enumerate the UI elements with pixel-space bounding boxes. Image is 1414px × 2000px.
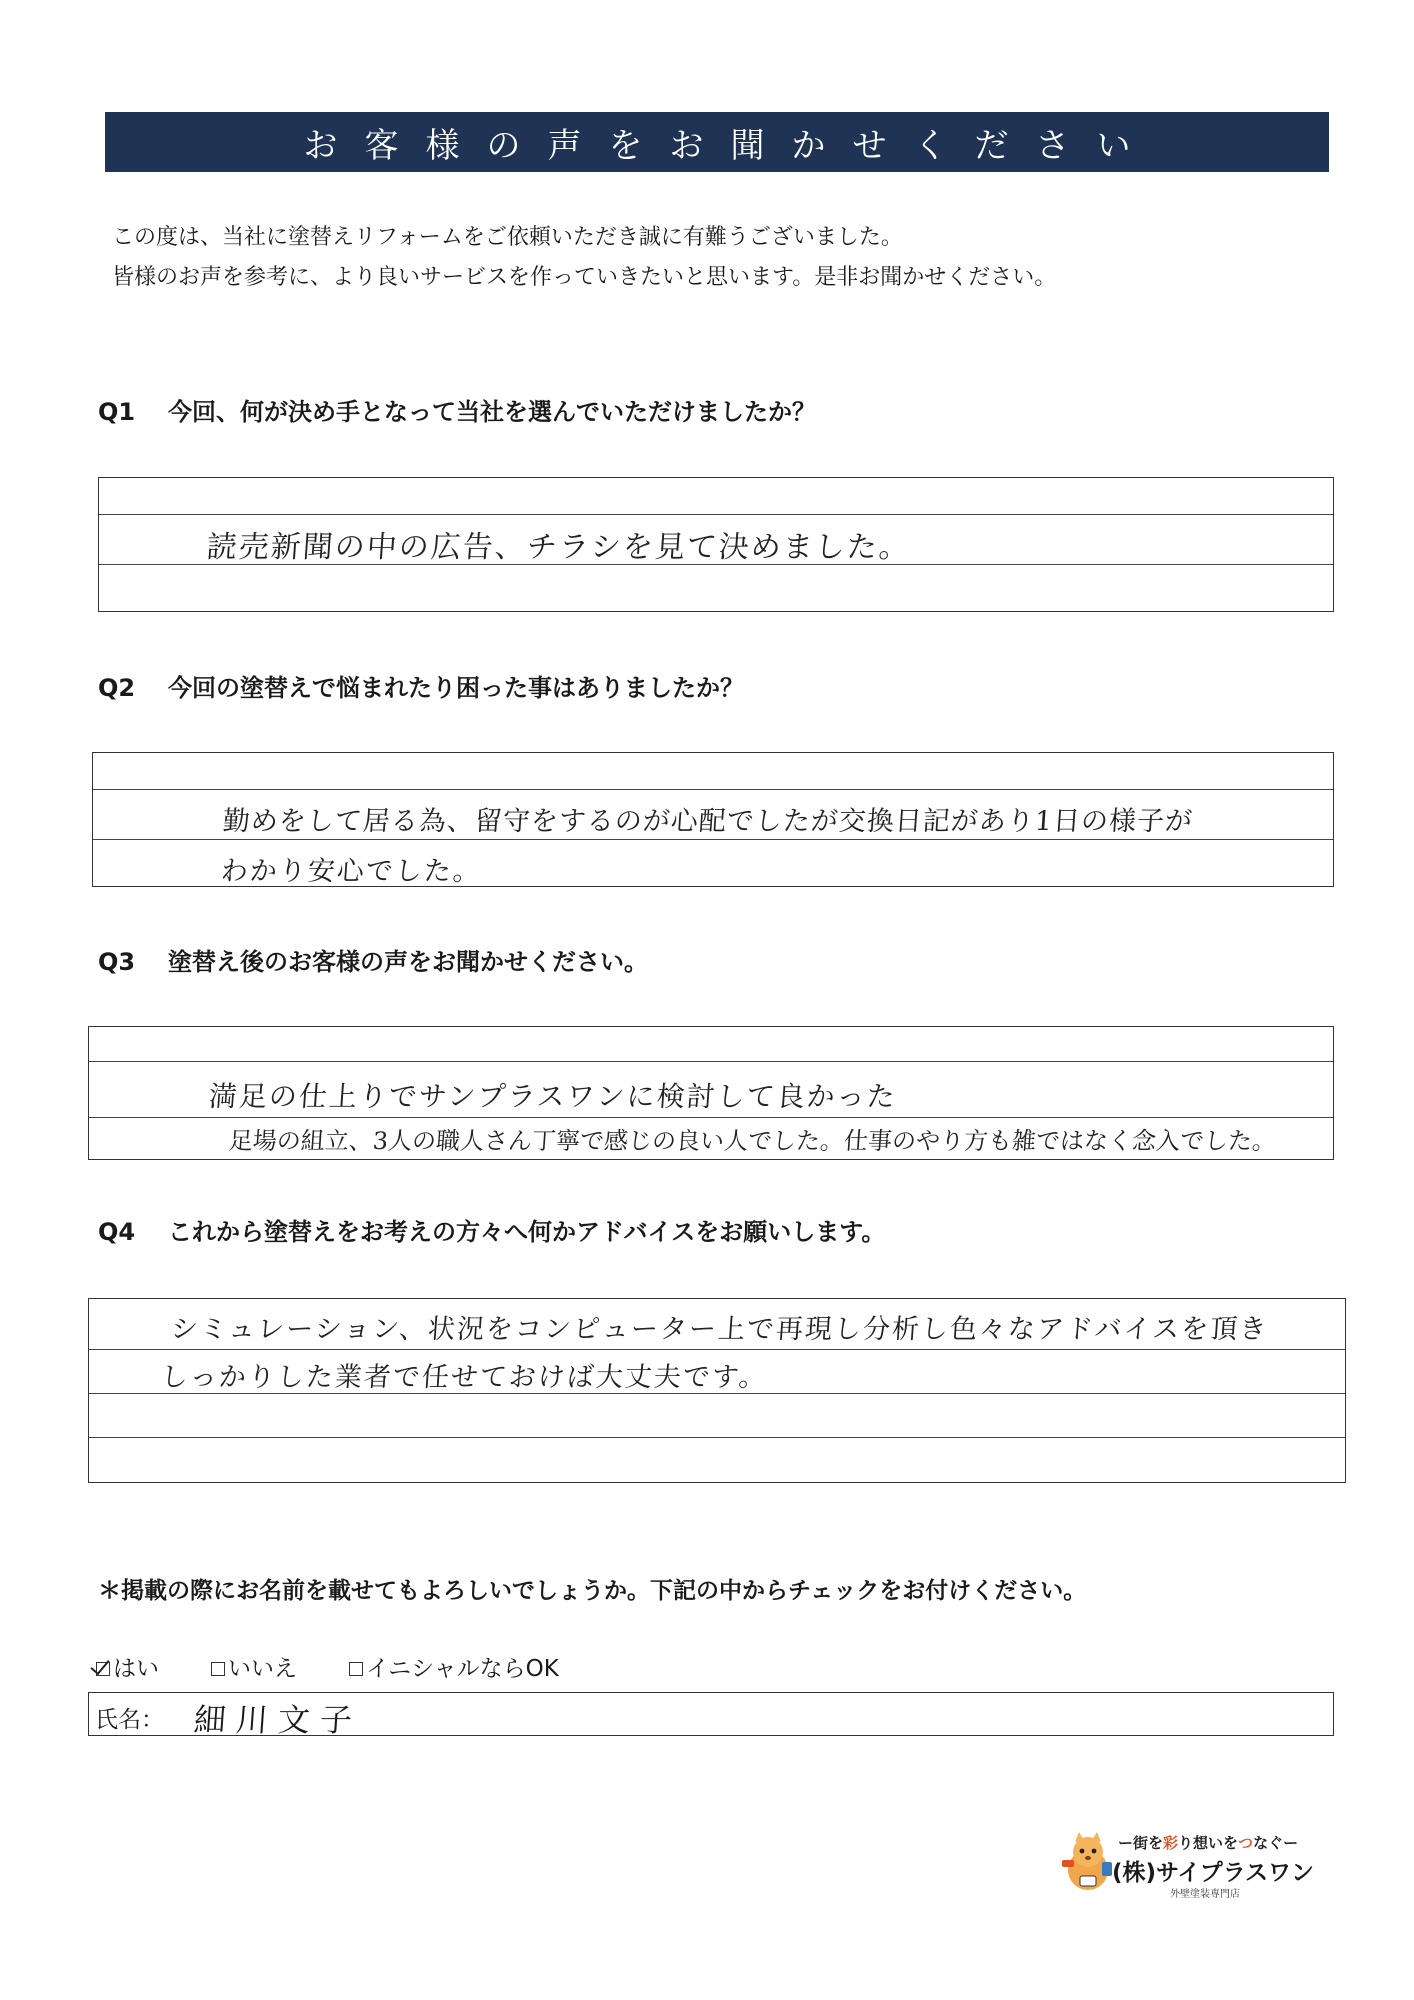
answer-box-4[interactable] bbox=[88, 1298, 1346, 1483]
answer-rule bbox=[89, 1117, 1333, 1118]
question-2 bbox=[98, 668, 744, 703]
answer-box-3[interactable] bbox=[88, 1026, 1334, 1160]
intro-line-2: 皆様のお声を参考に、より良いサービスを作っていきたいと思います。是非お聞かせください。 bbox=[112, 265, 1057, 290]
logo-tagline: ー街を彩り想いをつなぐー bbox=[1118, 1834, 1299, 1852]
question-number: Q3 bbox=[98, 948, 136, 976]
answer-rule bbox=[93, 839, 1333, 840]
answer-4-line-2: しっかりした業者で任せておけば大丈夫です。 bbox=[159, 1362, 769, 1393]
answer-3-line-1: 満足の仕上りでサンプラスワンに検討して良かった bbox=[207, 1080, 898, 1113]
answer-4-line-1: シミュレーション、状況をコンピューター上で再現し分析し色々なアドバイスを頂き bbox=[169, 1314, 1270, 1345]
checkbox[interactable] bbox=[349, 1662, 363, 1676]
question-3 bbox=[98, 942, 648, 977]
question-4 bbox=[98, 1212, 885, 1247]
name-field[interactable] bbox=[88, 1692, 1334, 1739]
company-subtitle: 外壁塗装専門店 bbox=[1170, 1889, 1240, 1900]
consent-options bbox=[96, 1650, 611, 1683]
answer-rule bbox=[89, 1349, 1345, 1350]
question-number: Q1 bbox=[98, 398, 136, 426]
answer-rule bbox=[93, 789, 1333, 790]
intro-text bbox=[112, 218, 1056, 298]
publish-consent-note: ＊掲載の際にお名前を載せてもよろしいでしょうか。下記の中からチェックをお付けください。 bbox=[98, 1578, 1087, 1604]
answer-2-line-1: 勤めをして居る為、留守をするのが心配でしたが交換日記があり1日の様子が bbox=[221, 806, 1195, 837]
question-number: Q4 bbox=[98, 1218, 136, 1246]
intro-line-1: この度は、当社に塗替えリフォームをご依頼いただき誠に有難うございました。 bbox=[112, 225, 903, 250]
question-text: 塗替え後のお客様の声をお聞かせください。 bbox=[168, 948, 648, 976]
company-name: (株)サイプラスワン bbox=[1112, 1860, 1315, 1886]
option-label: いいえ bbox=[228, 1656, 297, 1682]
question-text: 今回の塗替えで悩まれたり困った事はありましたか？ bbox=[168, 674, 744, 702]
name-value: 細川文子 bbox=[192, 1701, 364, 1739]
answer-rule bbox=[99, 514, 1333, 515]
answer-rule bbox=[89, 1437, 1345, 1438]
answer-2-line-2: わかり安心でした。 bbox=[219, 856, 483, 887]
header-banner bbox=[105, 112, 1329, 172]
answer-1-line-1: 読売新聞の中の広告、チラシを見て決めました。 bbox=[205, 530, 912, 565]
answer-rule bbox=[89, 1061, 1333, 1062]
question-text: 今回、何が決め手となって当社を選んでいただけましたか？ bbox=[168, 398, 816, 426]
checkbox[interactable] bbox=[211, 1662, 225, 1676]
answer-box-2[interactable] bbox=[92, 752, 1334, 887]
answer-box-1[interactable] bbox=[98, 477, 1334, 612]
checkbox-checked[interactable] bbox=[96, 1662, 110, 1676]
mascot-icon bbox=[1060, 1830, 1116, 1894]
question-1 bbox=[98, 392, 816, 427]
question-text: これから塗替えをお考えの方々へ何かアドバイスをお願いします。 bbox=[168, 1218, 886, 1246]
company-logo bbox=[1060, 1830, 1320, 1902]
question-number: Q2 bbox=[98, 674, 136, 702]
answer-3-line-2: 足場の組立、3人の職人さん丁寧で感じの良い人でした。仕事のやり方も雑ではなく念入でした。 bbox=[227, 1127, 1278, 1155]
option-label: イニシャルならOK bbox=[366, 1656, 559, 1682]
option-yes[interactable] bbox=[96, 1650, 159, 1683]
page-title: お客様の声をお聞かせください bbox=[303, 125, 1158, 166]
option-initials-ok[interactable] bbox=[349, 1650, 559, 1683]
option-label: はい bbox=[113, 1656, 159, 1682]
name-label: 氏名： bbox=[95, 1707, 164, 1733]
option-no[interactable] bbox=[211, 1650, 297, 1683]
